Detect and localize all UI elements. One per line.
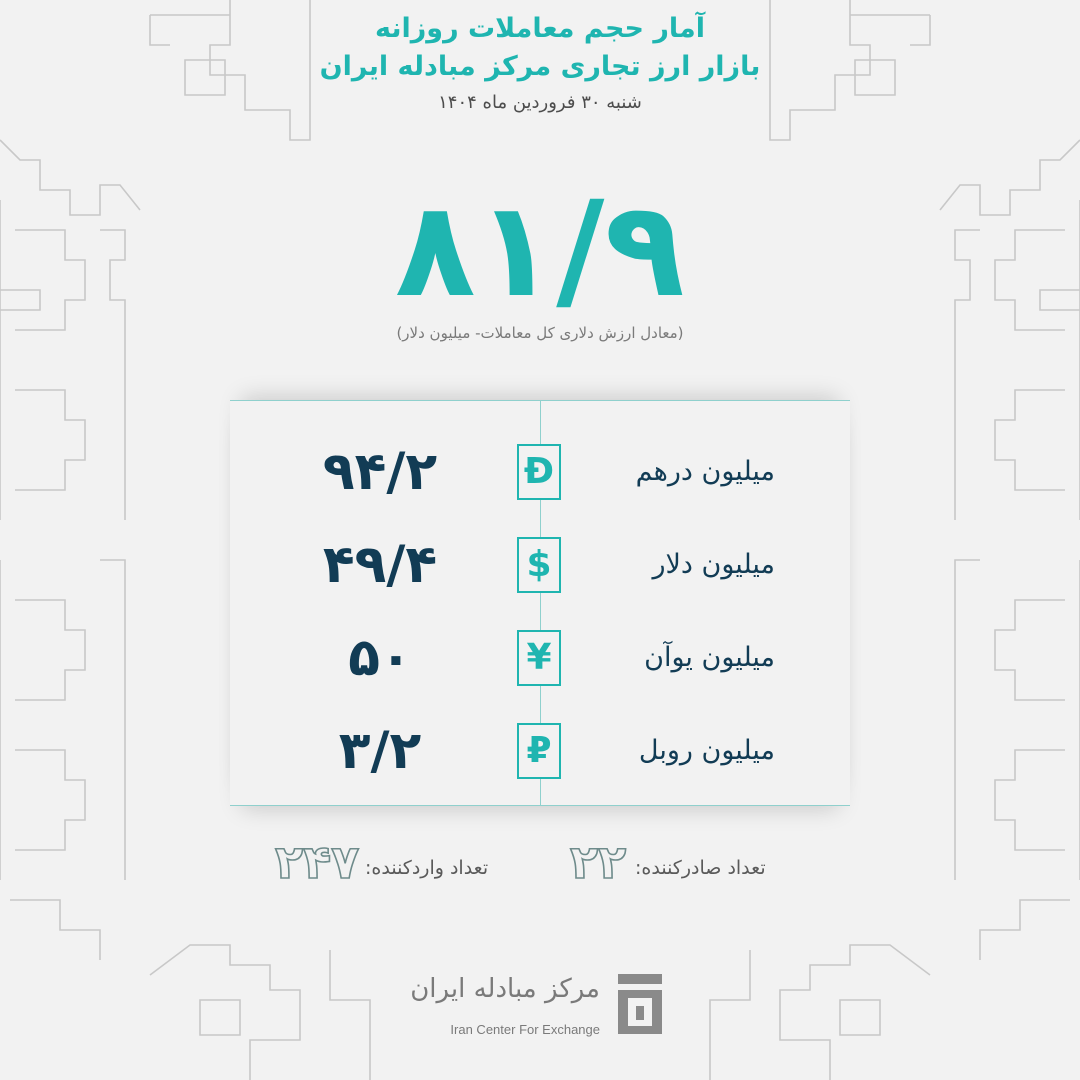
- dollar-icon: $: [517, 537, 561, 593]
- currency-row-dirham: [0, 437, 1080, 507]
- logo-name-fa: مرکز مبادله ایران: [410, 974, 600, 1004]
- currency-label: میلیون دلار: [652, 549, 775, 580]
- trader-counts: [0, 835, 1080, 890]
- title-line-1: آمار حجم معاملات روزانه: [374, 13, 706, 44]
- total-caption: (معادل ارزش دلاری کل معاملات- میلیون دلار): [396, 324, 684, 342]
- currency-value: ۵۰: [348, 628, 412, 688]
- importers-value: ۲۴۷: [275, 835, 360, 889]
- importers-label: تعداد واردکننده:: [365, 857, 489, 879]
- title-line-2: بازار ارز تجاری مرکز مبادله ایران: [319, 51, 761, 82]
- ruble-icon: ₽: [517, 723, 561, 779]
- report-date: شنبه ۳۰ فروردین ماه ۱۴۰۴: [438, 92, 642, 113]
- currency-value: ۴۹/۴: [322, 535, 438, 595]
- currency-row-yuan: [0, 623, 1080, 693]
- exporters-label: تعداد صادرکننده:: [635, 857, 766, 879]
- currency-value: ۳/۲: [338, 721, 422, 781]
- currency-label: میلیون یوآن: [644, 642, 775, 673]
- currency-value: ۹۴/۲: [322, 442, 438, 502]
- exporters-value: ۲۲: [570, 835, 627, 889]
- currency-label: میلیون روبل: [638, 735, 775, 766]
- logo-mark-icon: [616, 970, 664, 1038]
- total-value: ۸۱/۹: [395, 173, 685, 327]
- currency-label: میلیون درهم: [635, 456, 775, 487]
- dirham-icon: Đ: [517, 444, 561, 500]
- header: [0, 10, 1080, 118]
- logo-name-en: Iran Center For Exchange: [450, 1022, 600, 1037]
- total-value-block: [0, 175, 1080, 325]
- yuan-icon: ¥: [517, 630, 561, 686]
- currency-row-dollar: [0, 530, 1080, 600]
- ice-logo: [410, 960, 670, 1050]
- currency-row-ruble: [0, 716, 1080, 786]
